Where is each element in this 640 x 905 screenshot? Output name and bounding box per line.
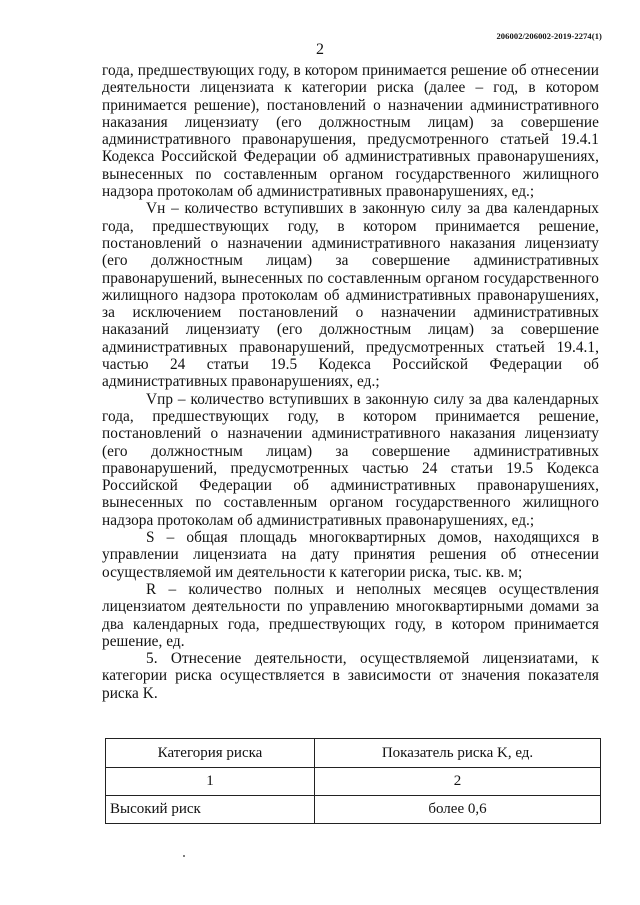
table-cell-category: Высокий риск <box>106 796 315 824</box>
risk-category-table <box>105 738 601 824</box>
document-body <box>102 62 599 702</box>
paragraph-r-definition: R – количество полных и неполных месяцев осуществления лицензиатом деятельности по управлению многоквартирными домами за два календарных года, предшествующих году, в котором принимается решение, ед. <box>102 580 599 650</box>
scan-speck <box>183 855 185 857</box>
table-column-number: 2 <box>315 768 601 796</box>
table-row <box>106 796 601 824</box>
table-header-row <box>106 739 601 768</box>
paragraph-vpr-definition: Vпр – количество вступивших в законную силу за два календарных года, предшествующих году, в котором принимается решение, постановлений о назначении административного наказания лицензиату (его должностным лицам) за совершение административных правонарушений, предусмотренных частью 24 статьи 19.5 Кодекса Российской Федерации об административных правонарушениях, вынесенных по составленным органом государственного жилищного надзора протоколам об административных правонарушениях, ед.; <box>102 390 599 529</box>
paragraph-vn-definition: Vн – количество вступивших в законную силу за два календарных года, предшествующих году, в котором принимается решение, постановлений о назначении административного наказания лицензиату (его должностным лицам) за совершение административных правонарушений, вынесенных по составленным органом государственного жилищного надзора протоколам об административных правонарушениях, за исключением постановлений о назначении административных наказаний лицензиату (его должностным лицам) за совершение административных правонарушений, предусмотренных статьей 19.4.1, частью 24 статьи 19.5 Кодекса Российской Федерации об административных правонарушениях, ед.; <box>102 200 599 391</box>
paragraph-s-definition: S – общая площадь многоквартирных домов, находящихся в управлении лицензиата на дату принятия решения об отнесении осуществляемой им деятельности к категории риска, тыс. кв. м; <box>102 529 599 581</box>
page-number: 2 <box>316 41 324 58</box>
table-column-number: 1 <box>106 768 315 796</box>
table-header-category: Категория риска <box>106 739 315 768</box>
table-column-numbers-row <box>106 768 601 796</box>
table-cell-indicator: более 0,6 <box>315 796 601 824</box>
paragraph-continuation: года, предшествующих году, в котором принимается решение об отнесении деятельности лицензиата к категории риска (далее – год, в котором принимается решение), постановлений о назначении административного наказания лицензиату (его должностным лицам) за совершение административного правонарушения, предусмотренного статьей 19.4.1 Кодекса Российской Федерации об административных правонарушениях, вынесенных по составленным органом государственного жилищного надзора протоколам об административных правонарушениях, ед.; <box>102 62 599 201</box>
document-code: 206002/206002-2019-2274(1) <box>496 31 602 41</box>
paragraph-item-5: 5. Отнесение деятельности, осуществляемой лицензиатами, к категории риска осуществляется в зависимости от значения показателя риска K. <box>102 650 599 702</box>
table-header-indicator: Показатель риска K, ед. <box>315 739 601 768</box>
